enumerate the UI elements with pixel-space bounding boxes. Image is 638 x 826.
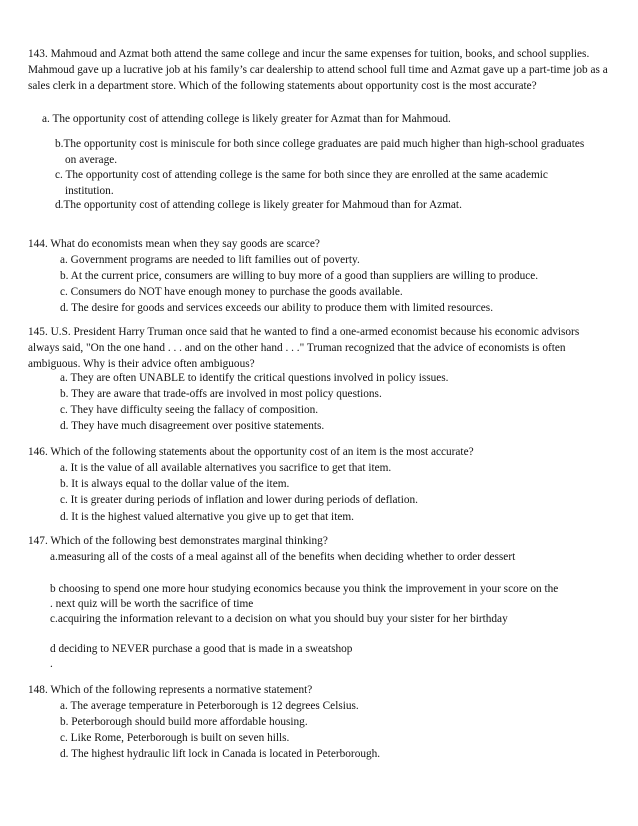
- question-147-option-d-line2: .: [50, 658, 53, 670]
- question-145-option-c: c. They have difficulty seeing the fallacy of composition.: [60, 404, 319, 416]
- question-143-option-d: d.The opportunity cost of attending college is likely greater for Mahmoud than for Azmat.: [55, 199, 462, 211]
- question-146-option-b: b. It is always equal to the dollar value of the item.: [60, 478, 290, 490]
- question-148-option-c: c. Like Rome, Peterborough is built on seven hills.: [60, 732, 290, 744]
- question-147-stem: 147. Which of the following best demonstrates marginal thinking?: [28, 535, 328, 547]
- question-143-option-a: a. The opportunity cost of attending college is likely greater for Azmat than for Mahmoud.: [42, 113, 451, 125]
- question-144-option-a: a. Government programs are needed to lift families out of poverty.: [60, 254, 360, 266]
- question-143-option-b: b.The opportunity cost is miniscule for both since college graduates are paid much higher than high-school graduates on average.: [55, 138, 585, 167]
- question-145-stem: 145. U.S. President Harry Truman once said that he wanted to find a one-armed economist because his economic advisors always said, "On the one hand . . . and on the other hand . . ." Truman recognized that the advice of economists is often ambiguous. Why is their advice often ambiguous?: [28, 326, 580, 371]
- question-145-option-d: d. They have much disagreement over positive statements.: [60, 420, 325, 432]
- question-143-option-c: c. The opportunity cost of attending college is the same for both since they are enrolled at the same academic institution.: [55, 169, 548, 198]
- question-146-option-d: d. It is the highest valued alternative you give up to get that item.: [60, 511, 354, 523]
- question-145-option-b: b. They are aware that trade-offs are involved in most policy questions.: [60, 388, 382, 400]
- question-144-option-b: b. At the current price, consumers are willing to buy more of a good than suppliers are willing to produce.: [60, 270, 539, 282]
- question-144-option-c: c. Consumers do NOT have enough money to purchase the goods available.: [60, 286, 403, 298]
- question-147-option-b-line1: b choosing to spend one more hour studying economics because you think the improvement in your score on the: [50, 583, 559, 595]
- question-147-option-b-line2: . next quiz will be worth the sacrifice of time: [50, 598, 254, 610]
- question-148-stem: 148. Which of the following represents a normative statement?: [28, 684, 313, 696]
- question-144-option-d: d. The desire for goods and services exceeds our ability to produce them with limited resources.: [60, 302, 494, 314]
- question-147-option-a: a.measuring all of the costs of a meal against all of the benefits when deciding whether to order dessert: [50, 551, 516, 563]
- question-145-option-a: a. They are often UNABLE to identify the critical questions involved in policy issues.: [60, 372, 449, 384]
- question-148-option-a: a. The average temperature in Peterborough is 12 degrees Celsius.: [60, 700, 359, 712]
- question-147-option-d-line1: d deciding to NEVER purchase a good that is made in a sweatshop: [50, 643, 353, 655]
- question-146-option-a: a. It is the value of all available alternatives you sacrifice to get that item.: [60, 462, 392, 474]
- question-146-option-c: c. It is greater during periods of inflation and lower during periods of deflation.: [60, 494, 418, 506]
- question-148-option-b: b. Peterborough should build more affordable housing.: [60, 716, 308, 728]
- question-148-option-d: d. The highest hydraulic lift lock in Canada is located in Peterborough.: [60, 748, 381, 760]
- question-146-stem: 146. Which of the following statements about the opportunity cost of an item is the most accurate?: [28, 446, 474, 458]
- question-147-option-c: c.acquiring the information relevant to a decision on what you should buy your sister for her birthday: [50, 613, 508, 625]
- question-143-stem: 143. Mahmoud and Azmat both attend the same college and incur the same expenses for tuition, books, and school supplies. Mahmoud gave up a lucrative job at his family’s car dealership to attend school full time and Azmat gave up a part-time job as a sales clerk in a department store. Which of the following statements about opportunity cost is the most accurate?: [28, 48, 608, 93]
- question-144-stem: 144. What do economists mean when they say goods are scarce?: [28, 238, 320, 250]
